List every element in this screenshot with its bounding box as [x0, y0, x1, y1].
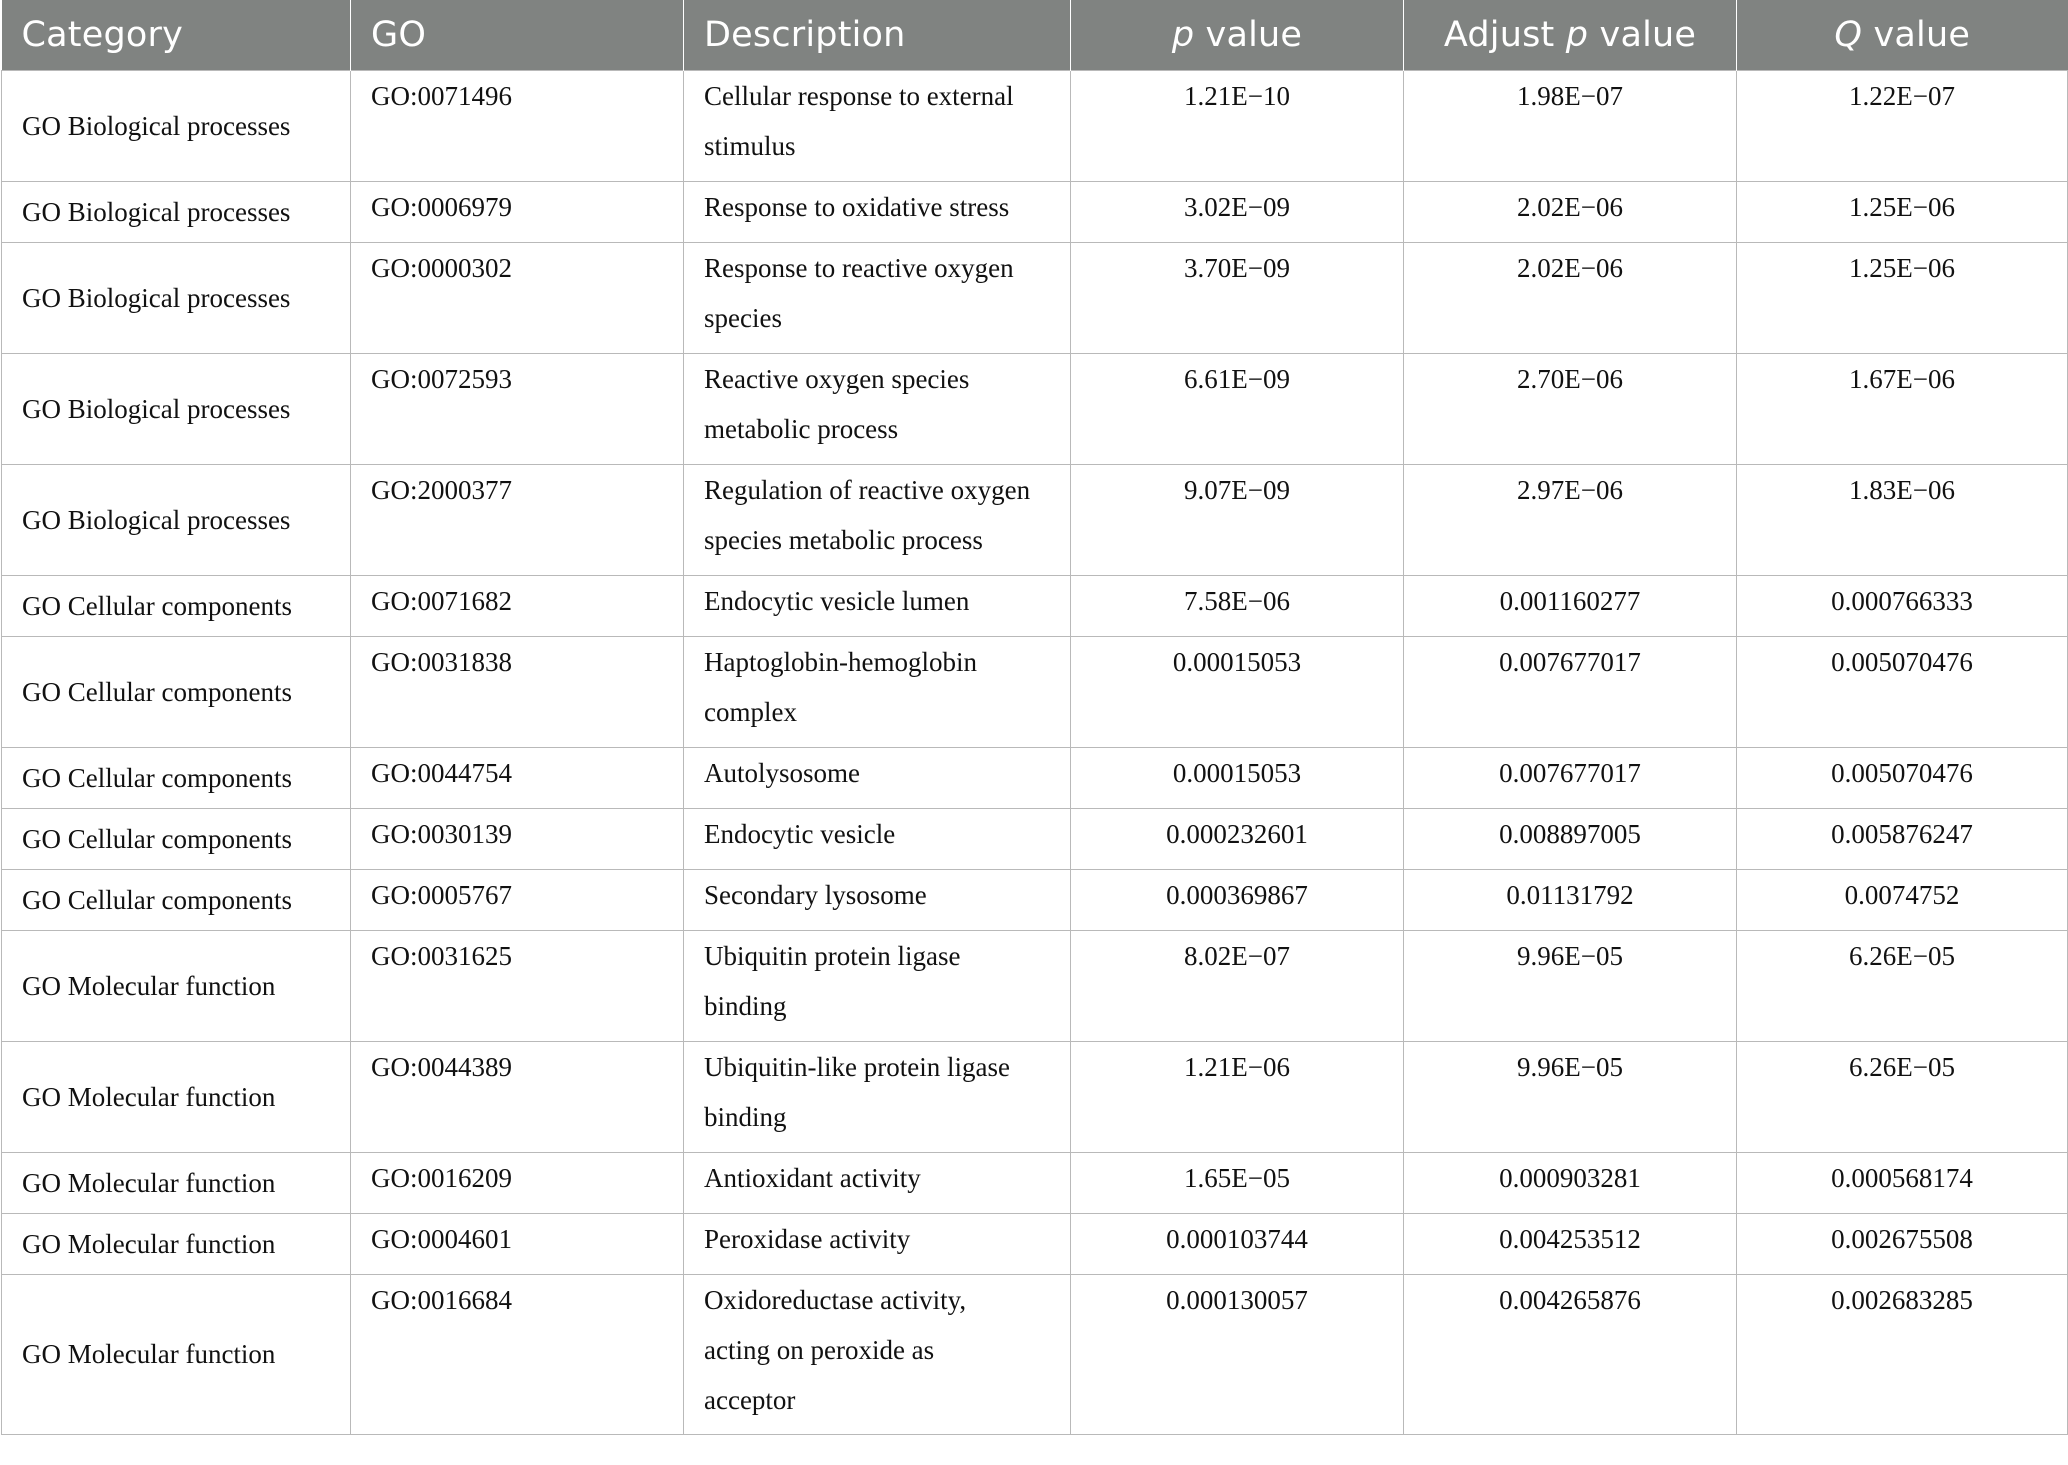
- description-cell: Secondary lysosome: [684, 869, 1071, 930]
- p-value-cell: 1.21E−10: [1071, 70, 1404, 181]
- q-value-cell: 1.67E−06: [1737, 353, 2068, 464]
- adjust-p-value-cell: 1.98E−07: [1404, 70, 1737, 181]
- p-value-cell: 0.000103744: [1071, 1213, 1404, 1274]
- description-cell: Oxidoreductase activity, acting on peroxide as acceptor: [684, 1274, 1071, 1434]
- table-row: [2, 70, 2068, 181]
- go-id-cell: GO:0030139: [351, 808, 684, 869]
- adjust-p-value-cell: 0.008897005: [1404, 808, 1737, 869]
- q-value-cell: 0.002683285: [1737, 1274, 2068, 1434]
- go-id-cell: GO:0005767: [351, 869, 684, 930]
- category-cell: GO Cellular components: [2, 808, 351, 869]
- go-id-cell: GO:0031625: [351, 930, 684, 1041]
- table-row: [2, 1274, 2068, 1434]
- description-cell: Peroxidase activity: [684, 1213, 1071, 1274]
- p-value-cell: 0.000232601: [1071, 808, 1404, 869]
- category-cell: GO Molecular function: [2, 1152, 351, 1213]
- q-value-cell: 0.000766333: [1737, 575, 2068, 636]
- header-description: Description: [684, 0, 1071, 70]
- adjust-p-value-cell: 9.96E−05: [1404, 1041, 1737, 1152]
- go-id-cell: GO:0072593: [351, 353, 684, 464]
- table-row: [2, 636, 2068, 747]
- category-cell: GO Molecular function: [2, 1274, 351, 1434]
- go-id-cell: GO:0031838: [351, 636, 684, 747]
- header-q-value: Q value: [1834, 14, 1971, 55]
- adjust-p-value-cell: 0.004253512: [1404, 1213, 1737, 1274]
- description-cell: Ubiquitin-like protein ligase binding: [684, 1041, 1071, 1152]
- adjust-p-value-cell: 0.001160277: [1404, 575, 1737, 636]
- p-value-cell: 1.21E−06: [1071, 1041, 1404, 1152]
- adjust-p-value-cell: 0.007677017: [1404, 636, 1737, 747]
- adjust-p-value-cell: 2.02E−06: [1404, 242, 1737, 353]
- adjust-p-value-cell: 0.004265876: [1404, 1274, 1737, 1434]
- category-cell: GO Biological processes: [2, 70, 351, 181]
- p-value-cell: 1.65E−05: [1071, 1152, 1404, 1213]
- header-category: Category: [2, 0, 351, 70]
- q-value-cell: 0.000568174: [1737, 1152, 2068, 1213]
- table-row: [2, 1152, 2068, 1213]
- go-id-cell: GO:2000377: [351, 464, 684, 575]
- p-value-cell: 0.00015053: [1071, 747, 1404, 808]
- category-cell: GO Biological processes: [2, 181, 351, 242]
- p-value-cell: 8.02E−07: [1071, 930, 1404, 1041]
- description-cell: Cellular response to external stimulus: [684, 70, 1071, 181]
- table-row: [2, 930, 2068, 1041]
- description-cell: Response to oxidative stress: [684, 181, 1071, 242]
- q-value-cell: 0.002675508: [1737, 1213, 2068, 1274]
- description-cell: Haptoglobin-hemoglobin complex: [684, 636, 1071, 747]
- category-cell: GO Molecular function: [2, 930, 351, 1041]
- adjust-p-value-cell: 9.96E−05: [1404, 930, 1737, 1041]
- category-cell: GO Cellular components: [2, 747, 351, 808]
- table-row: [2, 353, 2068, 464]
- adjust-p-value-cell: 2.97E−06: [1404, 464, 1737, 575]
- q-value-cell: 1.22E−07: [1737, 70, 2068, 181]
- p-value-cell: 0.000130057: [1071, 1274, 1404, 1434]
- header-row: [2, 0, 2068, 70]
- table-row: [2, 181, 2068, 242]
- category-cell: GO Cellular components: [2, 575, 351, 636]
- table-row: [2, 464, 2068, 575]
- p-value-cell: 9.07E−09: [1071, 464, 1404, 575]
- table-row: [2, 575, 2068, 636]
- p-value-cell: 0.00015053: [1071, 636, 1404, 747]
- q-value-cell: 0.005070476: [1737, 747, 2068, 808]
- description-cell: Autolysosome: [684, 747, 1071, 808]
- p-value-cell: 7.58E−06: [1071, 575, 1404, 636]
- table-row: [2, 869, 2068, 930]
- category-cell: GO Biological processes: [2, 353, 351, 464]
- go-id-cell: GO:0016684: [351, 1274, 684, 1434]
- table-row: [2, 808, 2068, 869]
- p-value-cell: 3.70E−09: [1071, 242, 1404, 353]
- q-value-cell: 1.25E−06: [1737, 181, 2068, 242]
- p-value-cell: 6.61E−09: [1071, 353, 1404, 464]
- go-enrichment-table: [1, 0, 2068, 1435]
- table-row: [2, 747, 2068, 808]
- p-value-cell: 3.02E−09: [1071, 181, 1404, 242]
- go-id-cell: GO:0071496: [351, 70, 684, 181]
- description-cell: Reactive oxygen species metabolic process: [684, 353, 1071, 464]
- description-cell: Regulation of reactive oxygen species metabolic process: [684, 464, 1071, 575]
- go-id-cell: GO:0016209: [351, 1152, 684, 1213]
- description-cell: Endocytic vesicle: [684, 808, 1071, 869]
- adjust-p-value-cell: 0.007677017: [1404, 747, 1737, 808]
- category-cell: GO Cellular components: [2, 636, 351, 747]
- description-cell: Endocytic vesicle lumen: [684, 575, 1071, 636]
- q-value-cell: 1.83E−06: [1737, 464, 2068, 575]
- adjust-p-value-cell: 2.02E−06: [1404, 181, 1737, 242]
- adjust-p-value-cell: 2.70E−06: [1404, 353, 1737, 464]
- header-adjust-p-value: Adjust p value: [1404, 0, 1737, 70]
- go-id-cell: GO:0044754: [351, 747, 684, 808]
- adjust-p-value-cell: 0.000903281: [1404, 1152, 1737, 1213]
- category-cell: GO Biological processes: [2, 464, 351, 575]
- category-cell: GO Molecular function: [2, 1041, 351, 1152]
- p-value-cell: 0.000369867: [1071, 869, 1404, 930]
- table-row: [2, 242, 2068, 353]
- q-value-cell: 1.25E−06: [1737, 242, 2068, 353]
- description-cell: Ubiquitin protein ligase binding: [684, 930, 1071, 1041]
- go-id-cell: GO:0044389: [351, 1041, 684, 1152]
- table-row: [2, 1041, 2068, 1152]
- q-value-cell: 6.26E−05: [1737, 1041, 2068, 1152]
- q-value-cell: 0.005876247: [1737, 808, 2068, 869]
- q-value-cell: 6.26E−05: [1737, 930, 2068, 1041]
- go-id-cell: GO:0006979: [351, 181, 684, 242]
- q-value-cell: 0.0074752: [1737, 869, 2068, 930]
- go-id-cell: GO:0071682: [351, 575, 684, 636]
- category-cell: GO Cellular components: [2, 869, 351, 930]
- q-value-cell: 0.005070476: [1737, 636, 2068, 747]
- category-cell: GO Biological processes: [2, 242, 351, 353]
- go-id-cell: GO:0000302: [351, 242, 684, 353]
- description-cell: Response to reactive oxygen species: [684, 242, 1071, 353]
- adjust-p-value-cell: 0.01131792: [1404, 869, 1737, 930]
- description-cell: Antioxidant activity: [684, 1152, 1071, 1213]
- category-cell: GO Molecular function: [2, 1213, 351, 1274]
- table-row: [2, 1213, 2068, 1274]
- header-p-value: p value: [1071, 0, 1404, 70]
- go-id-cell: GO:0004601: [351, 1213, 684, 1274]
- header-go: GO: [351, 0, 684, 70]
